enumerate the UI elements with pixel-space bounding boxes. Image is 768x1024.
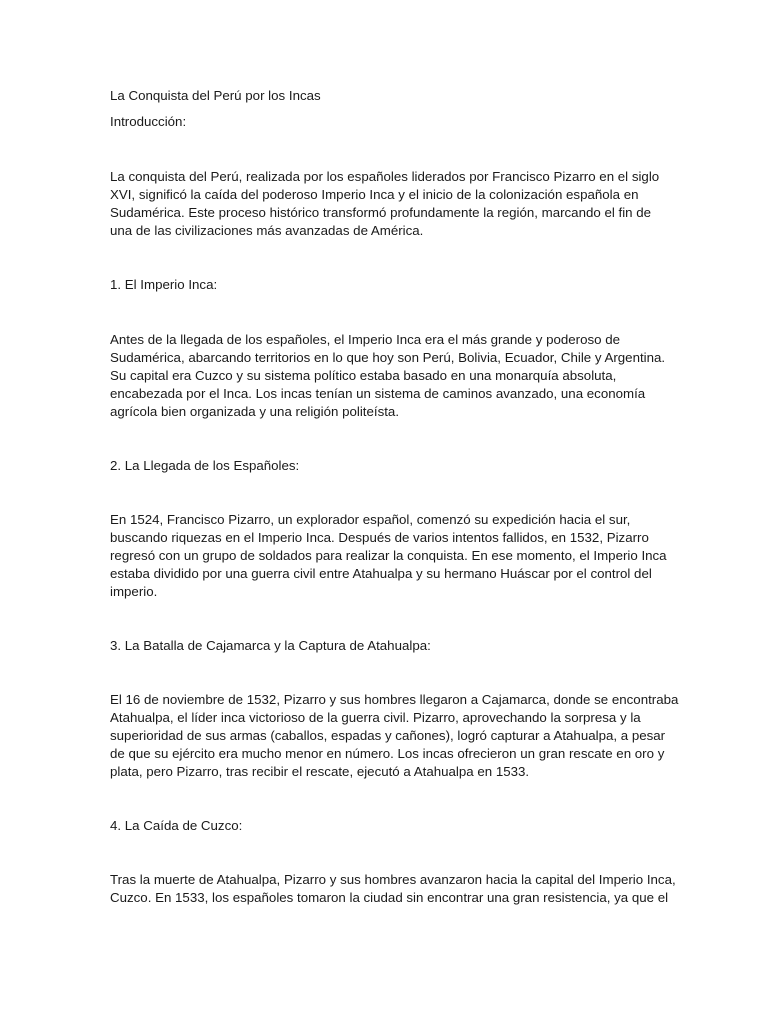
paragraph-line: El 16 de noviembre de 1532, Pizarro y sus hombres llegaron a Cajamarca, donde se encontraba	[110, 692, 679, 707]
paragraph-line: de que su ejército era mucho menor en número. Los incas ofrecieron un gran rescate en oro y	[110, 746, 665, 761]
paragraph-line: Antes de la llegada de los españoles, el Imperio Inca era el más grande y poderoso de	[110, 332, 621, 347]
paragraph-line: Sudamérica. Este proceso histórico transformó profundamente la región, marcando el fin de	[110, 205, 652, 220]
section-heading-1: 1. El Imperio Inca:	[110, 277, 218, 292]
paragraph-line: plata, pero Pizarro, tras recibir el rescate, ejecutó a Atahualpa en 1533.	[110, 764, 530, 779]
section-heading-4: 4. La Caída de Cuzco:	[110, 818, 243, 833]
paragraph-line: Su capital era Cuzco y su sistema político estaba basado en una monarquía absoluta,	[110, 368, 617, 383]
document-title: La Conquista del Perú por los Incas	[110, 88, 321, 103]
paragraph-line: En 1524, Francisco Pizarro, un explorador español, comenzó su expedición hacia el sur,	[110, 512, 631, 527]
paragraph-line: Tras la muerte de Atahualpa, Pizarro y sus hombres avanzaron hacia la capital del Imperio Inca,	[110, 872, 676, 887]
paragraph-line: agrícola bien organizada y una religión politeísta.	[110, 404, 400, 419]
section-heading-3: 3. La Batalla de Cajamarca y la Captura de Atahualpa:	[110, 638, 431, 653]
paragraph-line: XVI, significó la caída del poderoso Imperio Inca y el inicio de la colonización española en	[110, 187, 639, 202]
paragraph-line: encabezada por el Inca. Los incas tenían un sistema de caminos avanzado, una economía	[110, 386, 646, 401]
paragraph-line: La conquista del Perú, realizada por los españoles liderados por Francisco Pizarro en el siglo	[110, 169, 660, 184]
paragraph-line: imperio.	[110, 584, 158, 599]
paragraph-line: Atahualpa, el líder inca victorioso de la guerra civil. Pizarro, aprovechando la sorpresa y la	[110, 710, 641, 725]
paragraph-line: una de las civilizaciones más avanzadas de América.	[110, 223, 424, 238]
paragraph-line: buscando riquezas en el Imperio Inca. Después de varios intentos fallidos, en 1532, Pizarro	[110, 530, 649, 545]
paragraph-line: superioridad de sus armas (caballos, espadas y cañones), logró capturar a Atahualpa, a pesar	[110, 728, 666, 743]
section-heading-2: 2. La Llegada de los Españoles:	[110, 458, 300, 473]
paragraph-line: estaba dividido por una guerra civil entre Atahualpa y su hermano Huáscar por el control del	[110, 566, 652, 581]
intro-heading: Introducción:	[110, 114, 187, 129]
paragraph-line: regresó con un grupo de soldados para realizar la conquista. En ese momento, el Imperio Inca	[110, 548, 667, 563]
paragraph-line: Sudamérica, abarcando territorios en lo que hoy son Perú, Bolivia, Ecuador, Chile y Argentina.	[110, 350, 666, 365]
paragraph-line: Cuzco. En 1533, los españoles tomaron la ciudad sin encontrar una gran resistencia, ya que el	[110, 890, 669, 905]
